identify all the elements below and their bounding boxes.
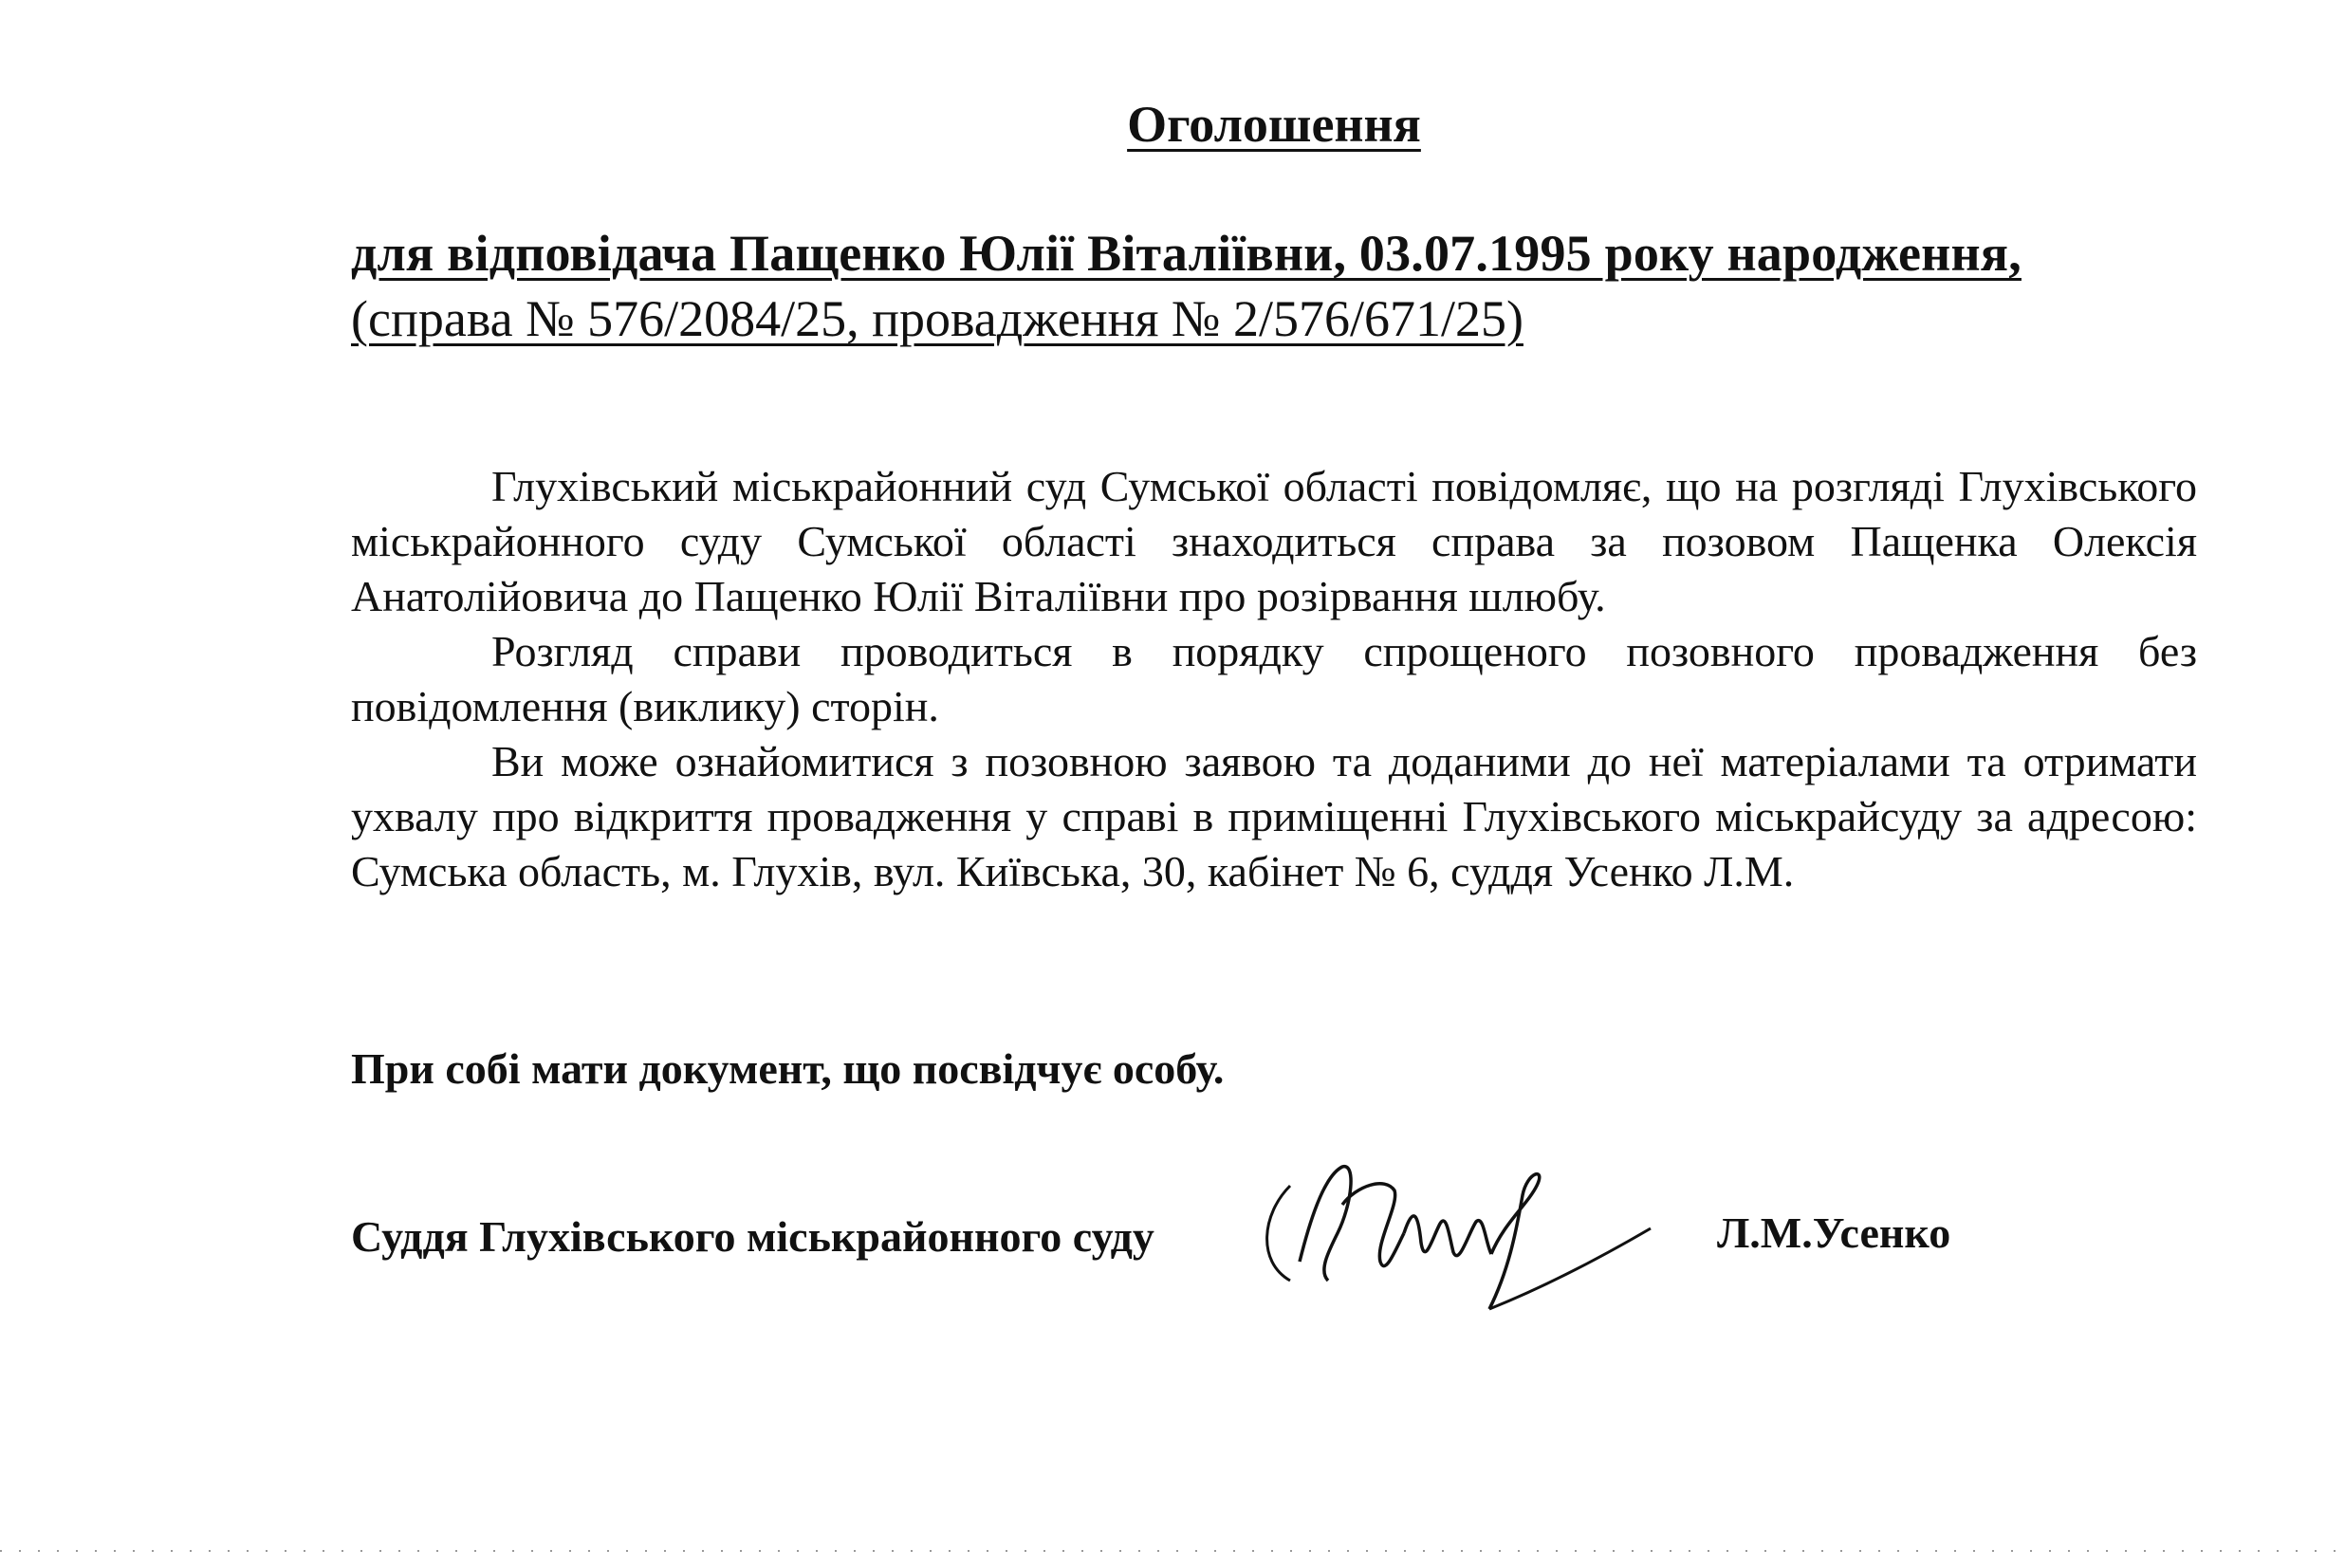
- judge-name: Л.М.Усенко: [1717, 1208, 1951, 1257]
- scan-noise-decoration: [0, 1546, 2345, 1556]
- respondent-heading: для відповідача Пащенко Юлії Віталіївни, 03.07.1995 року народження,: [351, 225, 2022, 282]
- paragraph-procedure: Розгляд справи проводиться в порядку спрощеного позовного провадження без повідомлення (виклику) сторін.: [351, 627, 2197, 730]
- id-document-notice: При собі мати документ, що посвідчує особу.: [351, 1044, 1225, 1093]
- document-title: Оголошення: [1127, 96, 1421, 153]
- announcement-body: [351, 459, 2197, 899]
- signature-label: Суддя Глухівського міськрайонного суду: [351, 1212, 1154, 1261]
- paragraph-address: Ви може ознайомитися з позовною заявою та доданими до неї матеріалами та отримати ухвалу про відкриття провадження у справі в приміщенні Глухівського міськрайсуду за адресою: Сумська область, м. Глухів, вул. Київська, 30, кабінет № 6, суддя Усенко Л.М.: [351, 737, 2197, 895]
- case-number-heading: (справа № 576/2084/25, провадження № 2/576/671/25): [351, 290, 1523, 347]
- paragraph-court-notice: Глухівський міськрайонний суд Сумської області повідомляє, що на розгляді Глухівського міськрайонного суду Сумської області знаходиться справа за позовом Пащенка Олексія Анатолійовича до Пащенко Юлії Віталіївни про розірвання шлюбу.: [351, 462, 2197, 620]
- handwritten-signature: [1252, 1148, 1679, 1319]
